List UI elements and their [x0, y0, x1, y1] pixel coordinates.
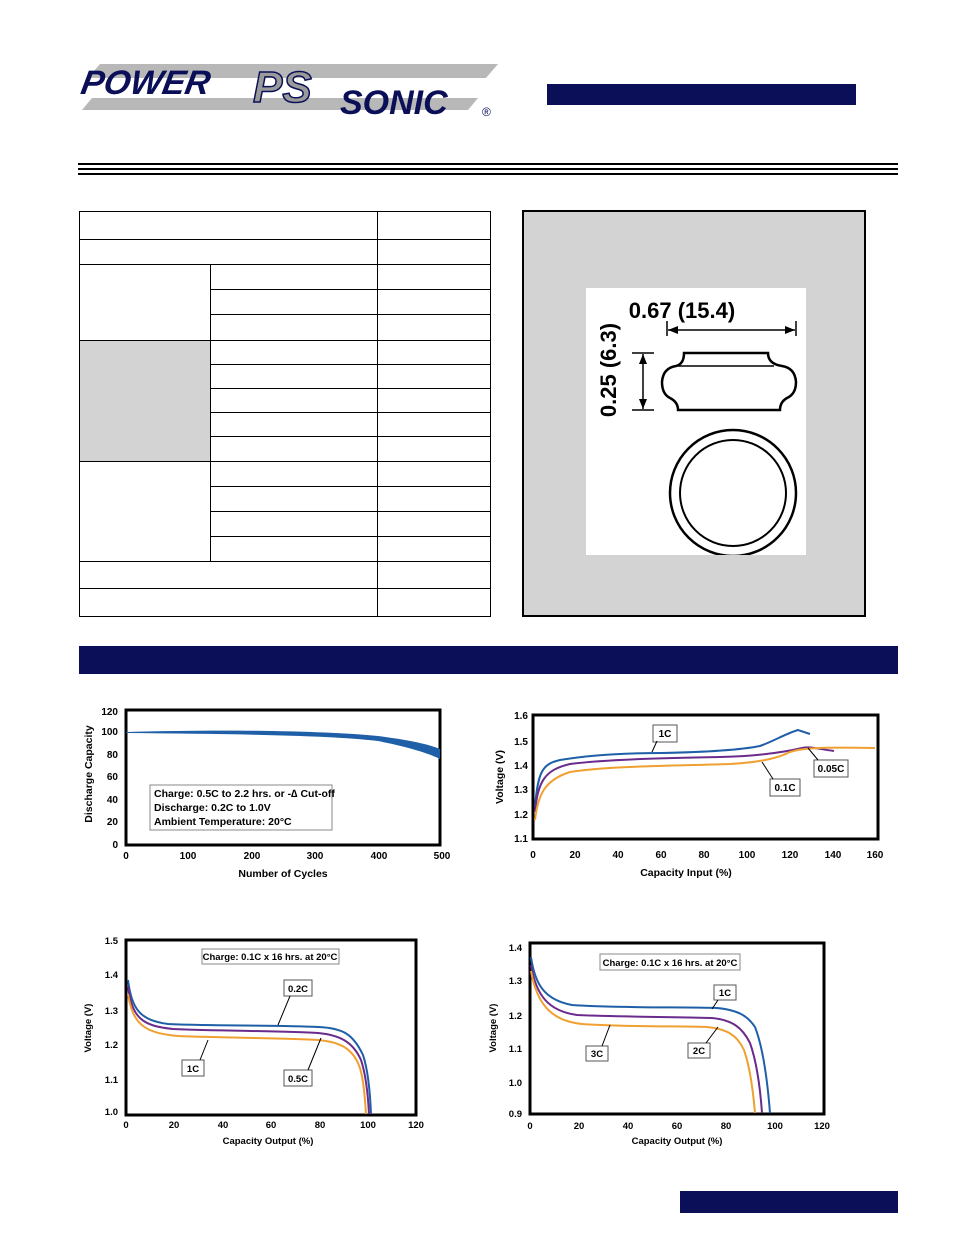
discharge-high-rate-chart — [482, 935, 862, 1150]
table-group-cell-shaded — [79, 340, 211, 462]
specification-table — [79, 211, 491, 617]
table-cell — [210, 340, 378, 365]
table-cell — [377, 511, 491, 537]
x-tick-label: 160 — [866, 850, 884, 861]
x-axis-label: Capacity Output (%) — [222, 1136, 314, 1147]
x-tick-label: 120 — [408, 1120, 424, 1131]
x-tick-label: 0 — [527, 1121, 533, 1132]
y-tick-label: 1.3 — [514, 785, 528, 796]
divider-rule — [78, 163, 898, 175]
x-tick-label: 100 — [767, 1121, 783, 1132]
y-axis-label: Voltage (V) — [83, 1003, 94, 1053]
x-tick-label: 60 — [671, 1121, 683, 1132]
y-tick-label: 100 — [101, 727, 118, 738]
x-tick-label: 20 — [168, 1120, 180, 1131]
table-cell — [210, 486, 378, 512]
series-label: 1C — [186, 1064, 200, 1075]
table-cell — [377, 211, 491, 240]
y-tick-label: 1.4 — [104, 970, 118, 981]
table-cell — [377, 314, 491, 341]
series-label: 1C — [658, 729, 672, 740]
x-tick-label: 40 — [217, 1120, 229, 1131]
y-tick-label: 1.6 — [514, 711, 528, 722]
y-tick-label: 1.1 — [104, 1075, 118, 1086]
x-tick-label: 40 — [622, 1121, 634, 1132]
series-label: 3C — [590, 1049, 604, 1060]
y-tick-label: 1.0 — [508, 1078, 522, 1089]
table-cell — [210, 536, 378, 562]
series-label: 0.2C — [287, 984, 309, 995]
table-cell — [377, 412, 491, 437]
x-tick-label: 80 — [698, 850, 710, 861]
svg-text:®: ® — [482, 105, 491, 119]
y-axis-label: Voltage (V) — [488, 1003, 499, 1053]
table-cell — [377, 588, 491, 617]
table-cell — [210, 461, 378, 487]
x-tick-label: 120 — [781, 850, 799, 861]
x-axis-label: Capacity Input (%) — [640, 867, 732, 879]
table-cell — [210, 264, 378, 290]
svg-text:SONIC: SONIC — [340, 84, 448, 120]
y-tick-label: 1.5 — [514, 737, 528, 748]
x-tick-label: 100 — [738, 850, 756, 861]
table-cell — [377, 364, 491, 389]
y-tick-label: 1.4 — [514, 761, 528, 772]
x-tick-label: 40 — [612, 850, 624, 861]
dimension-diagram — [586, 288, 806, 555]
table-cell — [210, 314, 378, 341]
x-tick-label: 200 — [243, 851, 261, 862]
table-group-cell — [79, 461, 211, 562]
table-cell — [79, 588, 378, 617]
x-tick-label: 500 — [433, 851, 451, 862]
x-tick-label: 0 — [530, 850, 536, 861]
header-title-bar — [547, 84, 856, 105]
y-tick-label: 1.2 — [104, 1040, 118, 1051]
y-tick-label: 60 — [106, 772, 118, 783]
charge-characteristics-chart — [490, 702, 890, 892]
y-tick-label: 80 — [106, 750, 118, 761]
section-header-bar — [79, 646, 898, 674]
chart-note: Discharge: 0.2C to 1.0V — [154, 802, 271, 814]
table-cell — [377, 264, 491, 290]
x-tick-label: 100 — [179, 851, 197, 862]
y-axis-label: Voltage (V) — [494, 749, 506, 805]
table-cell — [210, 511, 378, 537]
x-tick-label: 20 — [573, 1121, 585, 1132]
x-axis-label: Capacity Output (%) — [631, 1136, 723, 1147]
x-tick-label: 140 — [824, 850, 842, 861]
table-cell — [79, 239, 378, 265]
table-cell — [210, 436, 378, 462]
x-tick-label: 80 — [720, 1121, 732, 1132]
table-cell — [377, 239, 491, 265]
svg-text:POWER: POWER — [78, 64, 214, 102]
table-group-cell — [79, 264, 211, 341]
table-cell — [210, 388, 378, 413]
y-tick-label: 1.1 — [514, 834, 528, 845]
chart-note: Ambient Temperature: 20°C — [154, 816, 292, 828]
series-label: 0.5C — [287, 1074, 309, 1085]
x-tick-label: 0 — [123, 1120, 129, 1131]
table-cell — [79, 561, 378, 589]
y-tick-label: 40 — [106, 795, 118, 806]
height-dimension-label: 0.25 (6.3) — [596, 322, 621, 418]
y-tick-label: 0.9 — [508, 1109, 522, 1120]
series-label: 0.1C — [774, 783, 796, 794]
y-tick-label: 120 — [101, 707, 118, 718]
series-label: 0.05C — [817, 764, 845, 775]
table-cell — [377, 436, 491, 462]
x-tick-label: 100 — [360, 1120, 376, 1131]
y-tick-label: 1.5 — [104, 936, 118, 947]
y-tick-label: 1.0 — [104, 1107, 118, 1118]
series-label: 2C — [692, 1046, 706, 1057]
table-cell — [377, 289, 491, 315]
table-cell — [79, 211, 378, 240]
footer-bar — [680, 1191, 898, 1213]
x-tick-label: 20 — [569, 850, 581, 861]
y-tick-label: 1.4 — [508, 943, 522, 954]
y-tick-label: 1.2 — [508, 1011, 522, 1022]
brand-logo — [78, 58, 503, 120]
x-axis-label: Number of Cycles — [238, 868, 328, 880]
y-tick-label: 1.1 — [508, 1044, 522, 1055]
y-tick-label: 1.2 — [514, 810, 528, 821]
series-label: 1C — [718, 988, 732, 999]
y-tick-label: 1.3 — [508, 976, 522, 987]
x-tick-label: 60 — [655, 850, 667, 861]
chart-note: Charge: 0.5C to 2.2 hrs. or -∆ Cut-off — [154, 788, 335, 800]
y-axis-label: Discharge Capacity — [83, 725, 95, 823]
table-cell — [377, 461, 491, 487]
x-tick-label: 80 — [314, 1120, 326, 1131]
x-tick-label: 60 — [265, 1120, 277, 1131]
discharge-low-rate-chart — [78, 930, 458, 1150]
table-cell — [377, 388, 491, 413]
chart-note: Charge: 0.1C x 16 hrs. at 20°C — [602, 958, 738, 969]
y-tick-label: 20 — [106, 817, 118, 828]
y-tick-label: 0 — [112, 840, 118, 851]
x-tick-label: 0 — [123, 851, 129, 862]
x-tick-label: 120 — [814, 1121, 830, 1132]
x-tick-label: 300 — [306, 851, 324, 862]
cycle-life-chart — [78, 700, 458, 890]
table-cell — [377, 486, 491, 512]
table-cell — [210, 289, 378, 315]
table-cell — [377, 340, 491, 365]
table-cell — [377, 561, 491, 589]
y-tick-label: 1.3 — [104, 1006, 118, 1017]
dimension-diagram-panel — [522, 210, 866, 617]
chart-note: Charge: 0.1C x 16 hrs. at 20°C — [202, 952, 338, 963]
width-dimension-label: 0.67 (15.4) — [628, 298, 736, 323]
x-tick-label: 400 — [370, 851, 388, 862]
table-cell — [377, 536, 491, 562]
table-cell — [210, 412, 378, 437]
table-cell — [210, 364, 378, 389]
svg-text:PS: PS — [253, 63, 312, 112]
